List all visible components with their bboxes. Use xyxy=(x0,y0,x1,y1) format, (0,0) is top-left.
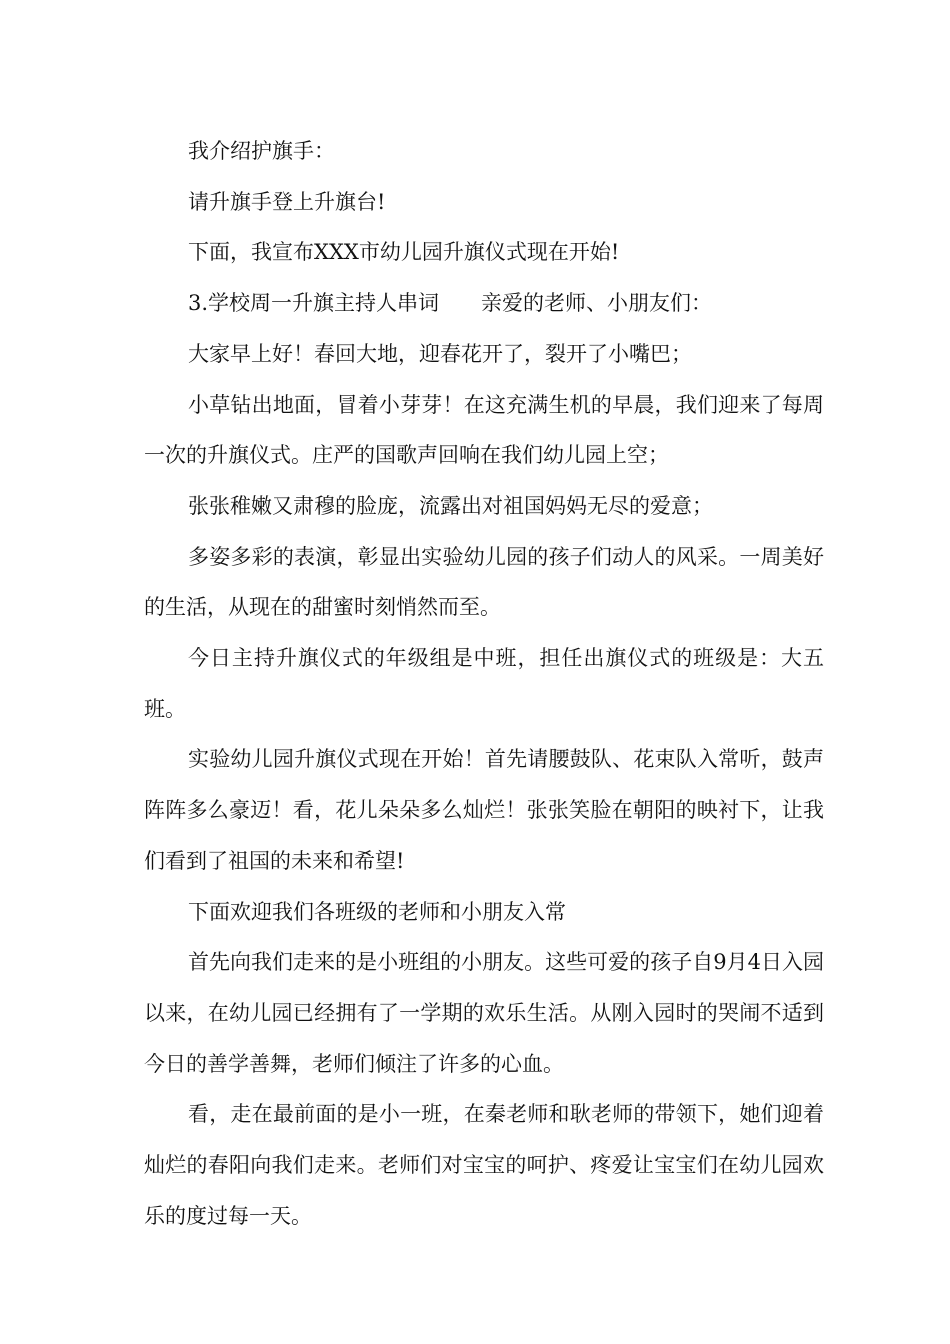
paragraph-host-class: 今日主持升旗仪式的年级组是中班，担任出旗仪式的班级是：大五班。 xyxy=(144,646,824,721)
paragraph-faces: 张张稚嫩又肃穆的脸庞，流露出对祖国妈妈无尽的爱意； xyxy=(188,493,713,518)
paragraph-drum-team: 实验幼儿园升旗仪式现在开始！首先请腰鼓队、花束队入常听，鼓声阵阵多么豪迈！看，花儿朵朵多么灿烂！张张笑脸在朝阳的映衬下，让我们看到了祖国的未来和希望! xyxy=(144,747,824,873)
paragraph-ceremony-start: 下面，我宣布XXX市幼儿园升旗仪式现在开始! xyxy=(188,240,620,265)
paragraph-intro-flag-guards: 我介绍护旗手： xyxy=(188,139,335,163)
paragraph-greeting: 大家早上好！春回大地，迎春花开了，裂开了小嘴巴； xyxy=(188,341,692,366)
paragraph-small-class-one: 看，走在最前面的是小一班，在秦老师和耿老师的带领下，她们迎着灿烂的春阳向我们走来。老师们对宝宝的呵护、疼爱让宝宝们在幼儿园欢乐的度过每一天。 xyxy=(144,1102,824,1228)
document-body xyxy=(144,126,824,1241)
paragraph-section-heading: 3.学校周一升旗主持人串词 亲爱的老师、小朋友们： xyxy=(188,291,713,316)
paragraph-spring-morning: 小草钻出地面，冒着小芽芽！在这充满生机的早晨，我们迎来了每周一次的升旗仪式。庄严的国歌声回响在我们幼儿园上空； xyxy=(144,392,824,468)
paragraph-flag-raiser-stage: 请升旗手登上升旗台! xyxy=(188,189,386,214)
paragraph-small-class-group: 首先向我们走来的是小班组的小朋友。这些可爱的孩子自9月4日入园以来，在幼儿园已经拥有了一学期的欢乐生活。从刚入园时的哭闹不适到今日的善学善舞，老师们倾注了许多的心血。 xyxy=(144,950,824,1076)
paragraph-performances: 多姿多彩的表演，彰显出实验幼儿园的孩子们动人的风采。一周美好的生活，从现在的甜蜜时刻悄然而至。 xyxy=(144,544,824,620)
paragraph-welcome-classes: 下面欢迎我们各班级的老师和小朋友入常 xyxy=(188,899,566,924)
